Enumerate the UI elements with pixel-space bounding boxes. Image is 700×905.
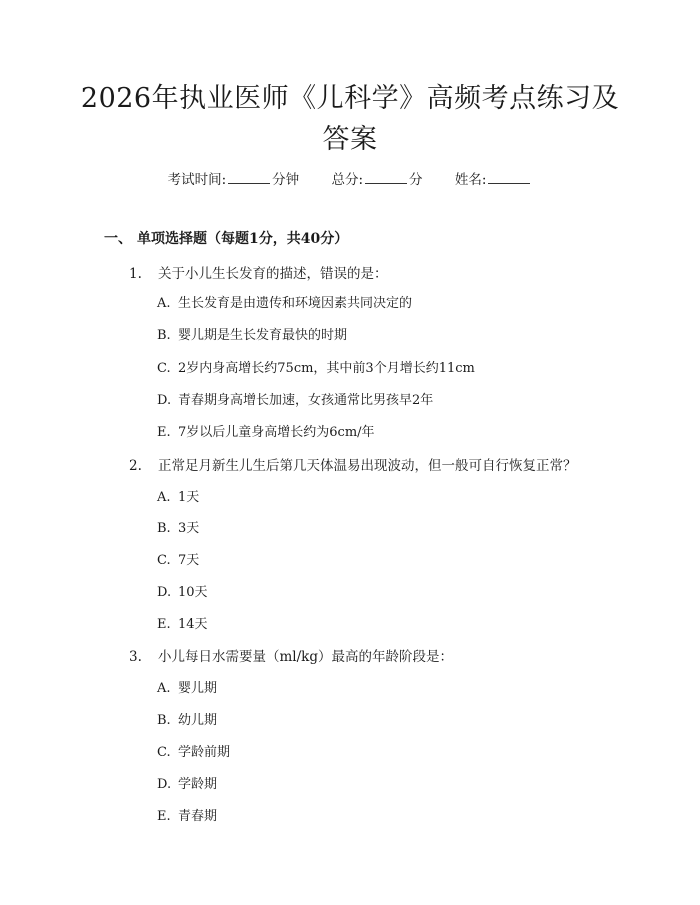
question-2 bbox=[129, 454, 577, 474]
option-letter: D. bbox=[157, 777, 172, 792]
total-score-unit: 分 bbox=[409, 172, 423, 188]
option-text: 7天 bbox=[178, 553, 200, 568]
option-letter: C. bbox=[157, 553, 171, 568]
question-text: 关于小儿生长发育的描述，错误的是： bbox=[158, 266, 388, 282]
option-text: 幼儿期 bbox=[178, 713, 218, 728]
option-letter: E. bbox=[157, 425, 171, 440]
option-3a bbox=[157, 677, 217, 696]
option-text: 14天 bbox=[178, 617, 208, 632]
student-name bbox=[455, 168, 533, 188]
question-1 bbox=[129, 262, 388, 282]
option-letter: D. bbox=[157, 393, 172, 408]
question-number: 2. bbox=[129, 458, 142, 474]
page-title: 2026年执业医师《儿科学》高频考点练习及答案 bbox=[80, 83, 620, 155]
option-text: 2岁内身高增长约75cm，其中前3个月增长约11cm bbox=[178, 361, 475, 376]
option-text: 学龄前期 bbox=[178, 745, 231, 760]
section-number: 一、 bbox=[104, 231, 132, 247]
option-letter: C. bbox=[157, 361, 171, 376]
option-2b bbox=[157, 517, 199, 536]
option-letter: C. bbox=[157, 745, 171, 760]
exam-time bbox=[168, 168, 300, 188]
option-letter: A. bbox=[157, 490, 171, 505]
exam-time-label: 考试时间: bbox=[167, 172, 227, 188]
option-1c bbox=[157, 357, 475, 376]
option-letter: B. bbox=[157, 521, 171, 536]
option-1b bbox=[157, 324, 347, 343]
question-text: 正常足月新生儿生后第几天体温易出现波动，但一般可自行恢复正常？ bbox=[158, 458, 577, 474]
option-letter: E. bbox=[157, 617, 171, 632]
section-heading bbox=[104, 228, 348, 248]
total-score bbox=[331, 168, 422, 188]
option-text: 7岁以后儿童身高增长约为6cm/年 bbox=[178, 425, 375, 440]
option-2c bbox=[157, 549, 199, 568]
option-text: 生长发育是由遗传和环境因素共同决定的 bbox=[178, 296, 413, 311]
option-2d bbox=[157, 581, 208, 600]
question-number: 3. bbox=[129, 649, 142, 665]
option-text: 婴儿期 bbox=[178, 681, 218, 696]
option-2a bbox=[157, 486, 199, 505]
option-letter: D. bbox=[157, 585, 172, 600]
option-2e bbox=[157, 613, 208, 632]
question-text: 小儿每日水需要量（ml/kg）最高的年龄阶段是： bbox=[158, 649, 453, 665]
question-number: 1. bbox=[129, 266, 142, 282]
total-score-blank[interactable] bbox=[365, 171, 407, 184]
exam-time-blank[interactable] bbox=[228, 171, 270, 184]
option-3c bbox=[157, 741, 230, 760]
option-letter: B. bbox=[157, 713, 171, 728]
option-1d bbox=[157, 389, 433, 408]
option-text: 青春期身高增长加速，女孩通常比男孩早2年 bbox=[178, 393, 434, 408]
student-name-blank[interactable] bbox=[488, 171, 530, 184]
option-1e bbox=[157, 421, 375, 440]
option-3d bbox=[157, 773, 217, 792]
option-letter: B. bbox=[157, 328, 171, 343]
exam-meta bbox=[0, 168, 700, 188]
option-text: 青春期 bbox=[178, 809, 218, 824]
option-text: 10天 bbox=[178, 585, 208, 600]
option-text: 学龄期 bbox=[178, 777, 218, 792]
question-3 bbox=[129, 645, 453, 665]
exam-time-unit: 分钟 bbox=[272, 172, 300, 188]
section-title: 单项选择题（每题1分，共40分） bbox=[137, 231, 349, 247]
option-letter: E. bbox=[157, 809, 171, 824]
option-3e bbox=[157, 805, 217, 824]
total-score-label: 总分: bbox=[331, 172, 364, 188]
student-name-label: 姓名: bbox=[454, 172, 487, 188]
option-text: 婴儿期是生长发育最快的时期 bbox=[178, 328, 348, 343]
option-letter: A. bbox=[157, 681, 171, 696]
option-text: 3天 bbox=[178, 521, 200, 536]
option-1a bbox=[157, 292, 412, 311]
option-letter: A. bbox=[157, 296, 171, 311]
option-text: 1天 bbox=[178, 490, 200, 505]
option-3b bbox=[157, 709, 217, 728]
